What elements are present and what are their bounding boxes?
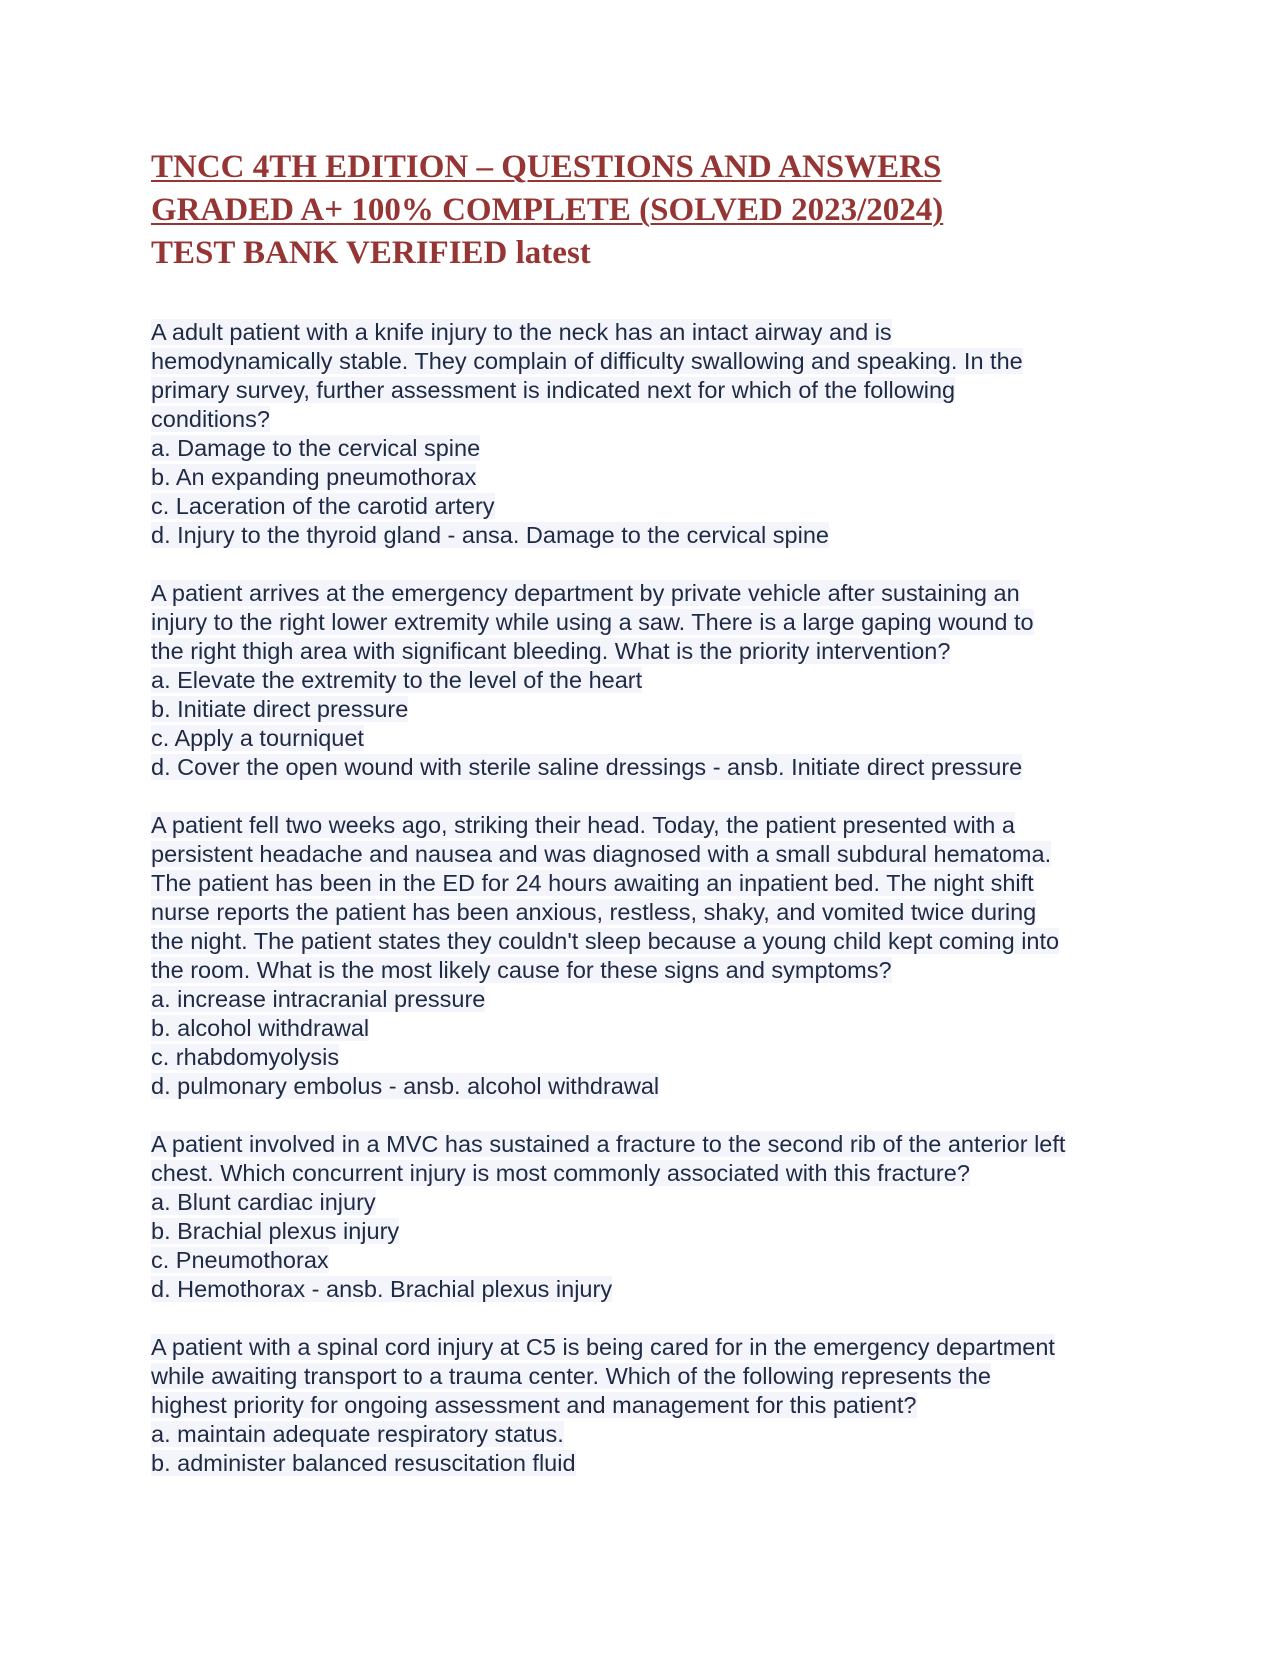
title-line-3: TEST BANK VERIFIED latest xyxy=(151,235,591,271)
question-line-text: the night. The patient states they couldn't sleep because a young child kept coming into xyxy=(151,928,1060,954)
question-line xyxy=(151,1043,1151,1072)
question-line xyxy=(151,1130,1151,1159)
question-line xyxy=(151,463,1151,492)
question-line xyxy=(151,927,1151,956)
question-line-text: A patient fell two weeks ago, striking their head. Today, the patient presented with a xyxy=(151,812,1015,838)
question-line-text: while awaiting transport to a trauma center. Which of the following represents the xyxy=(151,1363,991,1389)
question-line-text: d. Hemothorax - ansb. Brachial plexus injury xyxy=(151,1276,613,1302)
question-line-text: a. Blunt cardiac injury xyxy=(151,1189,376,1215)
question-line-text: b. administer balanced resuscitation fluid xyxy=(151,1450,576,1476)
question-line-text: A patient arrives at the emergency department by private vehicle after sustaining an xyxy=(151,580,1020,606)
question-line xyxy=(151,840,1151,869)
question-line-text: chest. Which concurrent injury is most commonly associated with this fracture? xyxy=(151,1160,970,1186)
question-line xyxy=(151,1362,1151,1391)
question-line xyxy=(151,1246,1151,1275)
question-line xyxy=(151,985,1151,1014)
question-line-text: c. Apply a tourniquet xyxy=(151,725,364,751)
question-line xyxy=(151,724,1151,753)
question-line xyxy=(151,1014,1151,1043)
question-line-text: b. alcohol withdrawal xyxy=(151,1015,370,1041)
question-line xyxy=(151,666,1151,695)
question-line-text: nurse reports the patient has been anxious, restless, shaky, and vomited twice during xyxy=(151,899,1037,925)
question-line xyxy=(151,347,1151,376)
title-line-1: TNCC 4TH EDITION – QUESTIONS AND ANSWERS xyxy=(151,149,942,185)
title-line-2: GRADED A+ 100% COMPLETE (SOLVED 2023/2024) xyxy=(151,192,944,228)
question-line-text: the right thigh area with significant bleeding. What is the priority intervention? xyxy=(151,638,951,664)
question-line-text: d. Cover the open wound with sterile saline dressings - ansb. Initiate direct pressure xyxy=(151,754,1023,780)
question-line-text: injury to the right lower extremity while using a saw. There is a large gaping wound to xyxy=(151,609,1034,635)
question-line xyxy=(151,1391,1151,1420)
question-line-text: d. pulmonary embolus - ansb. alcohol withdrawal xyxy=(151,1073,660,1099)
question-line-text: a. maintain adequate respiratory status. xyxy=(151,1421,564,1447)
question-line-text: conditions? xyxy=(151,406,270,432)
question-line-text: c. Pneumothorax xyxy=(151,1247,329,1273)
question-line xyxy=(151,637,1151,666)
question-line xyxy=(151,434,1151,463)
question-line xyxy=(151,492,1151,521)
document-title xyxy=(151,146,1151,275)
question-line xyxy=(151,1159,1151,1188)
question-line-text: highest priority for ongoing assessment and management for this patient? xyxy=(151,1392,917,1418)
question-line-text: A patient involved in a MVC has sustained a fracture to the second rib of the anterior left xyxy=(151,1131,1066,1157)
question-line xyxy=(151,695,1151,724)
question-line-text: hemodynamically stable. They complain of difficulty swallowing and speaking. In the xyxy=(151,348,1023,374)
question-list xyxy=(151,318,1151,1478)
question-line-text: c. rhabdomyolysis xyxy=(151,1044,340,1070)
question-line xyxy=(151,1420,1151,1449)
question-line-text: b. An expanding pneumothorax xyxy=(151,464,477,490)
question-line-text: b. Brachial plexus injury xyxy=(151,1218,400,1244)
question-line xyxy=(151,811,1151,840)
question-line xyxy=(151,521,1151,550)
question-block xyxy=(151,1130,1151,1304)
question-block xyxy=(151,318,1151,550)
question-line-text: b. Initiate direct pressure xyxy=(151,696,409,722)
question-line-text: the room. What is the most likely cause for these signs and symptoms? xyxy=(151,957,892,983)
question-block xyxy=(151,811,1151,1101)
question-line xyxy=(151,898,1151,927)
question-line xyxy=(151,376,1151,405)
question-line-text: persistent headache and nausea and was diagnosed with a small subdural hematoma. xyxy=(151,841,1052,867)
question-line xyxy=(151,318,1151,347)
question-line-text: primary survey, further assessment is indicated next for which of the following xyxy=(151,377,956,403)
question-line-text: A adult patient with a knife injury to the neck has an intact airway and is xyxy=(151,319,892,345)
question-line xyxy=(151,1275,1151,1304)
question-line-text: c. Laceration of the carotid artery xyxy=(151,493,495,519)
question-line xyxy=(151,1333,1151,1362)
question-line-text: a. Elevate the extremity to the level of the heart xyxy=(151,667,643,693)
question-block xyxy=(151,579,1151,782)
question-line xyxy=(151,1188,1151,1217)
question-line-text: A patient with a spinal cord injury at C5 is being cared for in the emergency department xyxy=(151,1334,1055,1360)
question-block xyxy=(151,1333,1151,1478)
question-line xyxy=(151,1217,1151,1246)
question-line xyxy=(151,1449,1151,1478)
question-line-text: d. Injury to the thyroid gland - ansa. Damage to the cervical spine xyxy=(151,522,829,548)
document-page xyxy=(151,146,1151,1507)
question-line xyxy=(151,869,1151,898)
question-line xyxy=(151,956,1151,985)
question-line xyxy=(151,405,1151,434)
question-line-text: a. increase intracranial pressure xyxy=(151,986,486,1012)
question-line-text: a. Damage to the cervical spine xyxy=(151,435,481,461)
question-line xyxy=(151,579,1151,608)
question-line-text: The patient has been in the ED for 24 hours awaiting an inpatient bed. The night shift xyxy=(151,870,1034,896)
question-line xyxy=(151,608,1151,637)
question-line xyxy=(151,753,1151,782)
question-line xyxy=(151,1072,1151,1101)
